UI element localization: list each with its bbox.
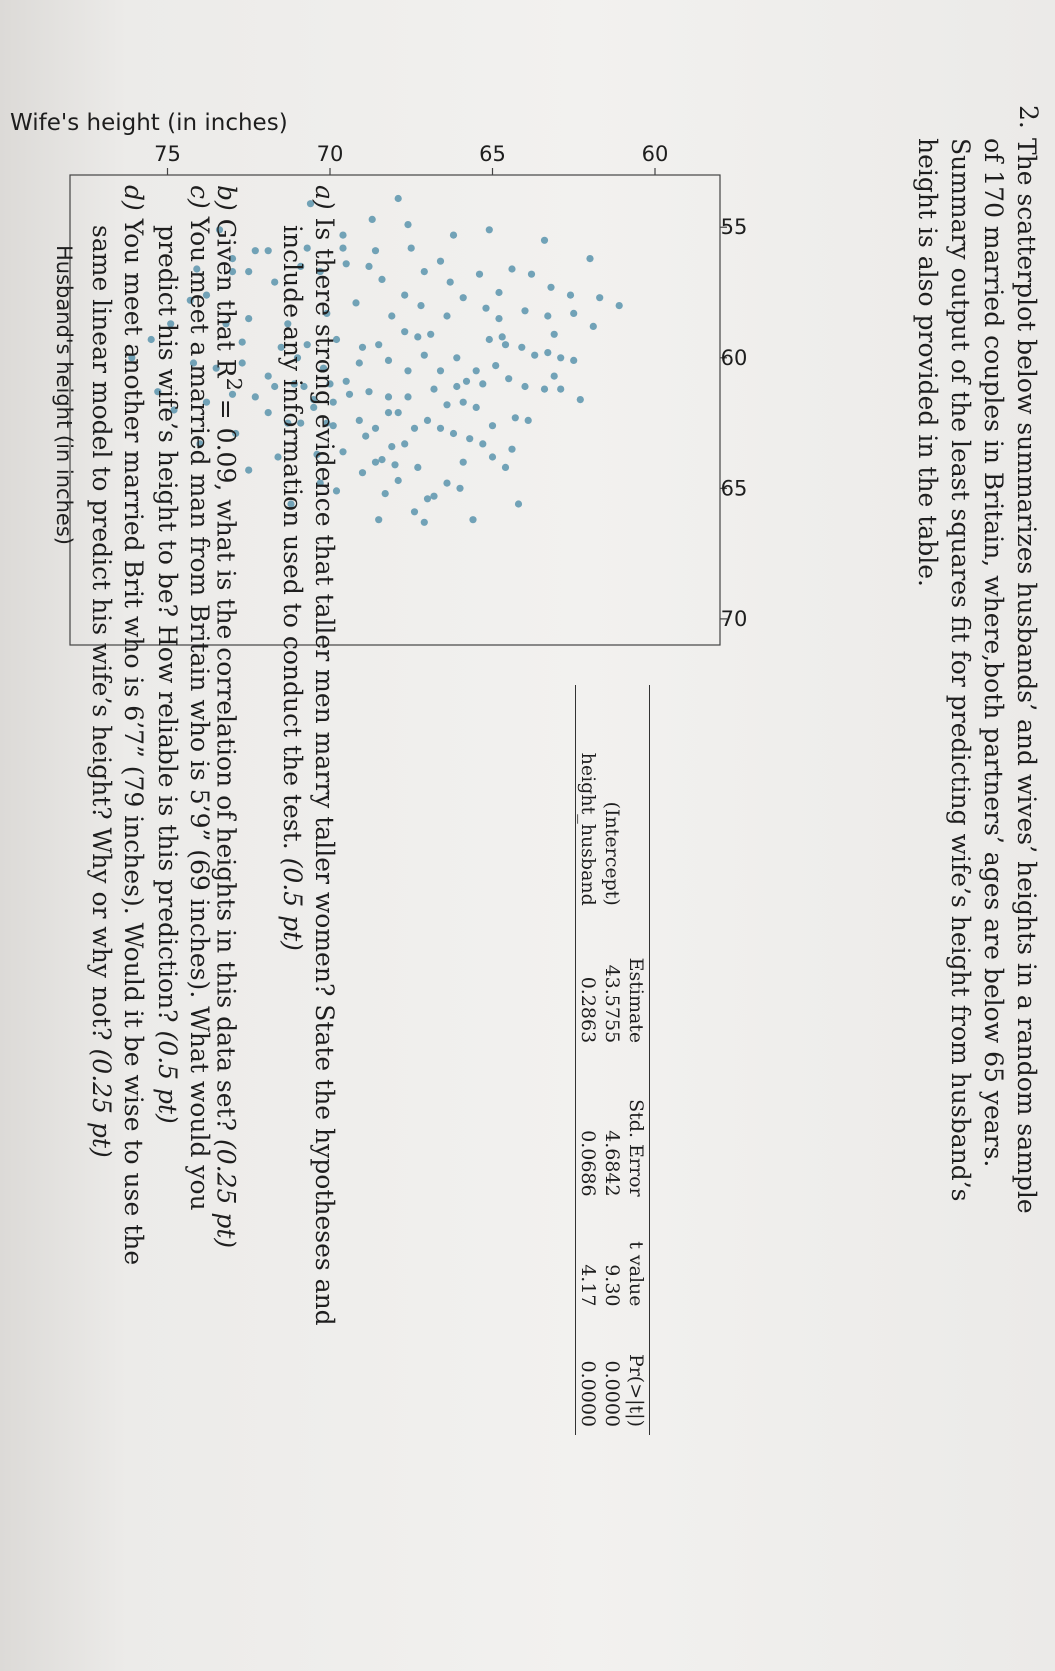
data-point — [414, 464, 421, 471]
table-header: t value — [625, 1241, 647, 1307]
data-point — [339, 448, 346, 455]
question-b — [210, 185, 250, 1248]
y-tick-label: 70 — [720, 606, 748, 631]
data-point — [424, 417, 431, 424]
data-point — [404, 393, 411, 400]
data-point — [512, 414, 519, 421]
data-point — [391, 461, 398, 468]
data-point — [414, 333, 421, 340]
data-point — [443, 480, 450, 487]
data-point — [495, 289, 502, 296]
data-point — [346, 391, 353, 398]
data-point — [544, 312, 551, 319]
intro-line: height is also provided in the table. — [913, 138, 942, 587]
data-point — [359, 344, 366, 351]
data-point — [430, 493, 437, 500]
data-point — [486, 226, 493, 233]
data-point — [557, 386, 564, 393]
x-tick-label: 60 — [641, 142, 669, 166]
data-point — [489, 422, 496, 429]
data-point — [427, 331, 434, 338]
question-letter: d) — [119, 185, 148, 211]
question-points: (0.25 pt) — [87, 1048, 116, 1158]
data-point — [388, 443, 395, 450]
data-point — [453, 383, 460, 390]
data-point — [343, 260, 350, 267]
intro-line: The scatterplot below summarizes husbands’ and wives’ heights in a random sample — [1012, 138, 1041, 1214]
data-point — [479, 380, 486, 387]
data-point — [375, 516, 382, 523]
data-point — [469, 516, 476, 523]
data-point — [518, 344, 525, 351]
data-point — [544, 349, 551, 356]
data-point — [492, 362, 499, 369]
intro-line: of 170 married couples in Britain, where,both partners’ ages are below 65 years. — [979, 138, 1008, 1168]
question-c-cont — [151, 225, 183, 1124]
data-point — [421, 352, 428, 359]
data-point — [417, 302, 424, 309]
table-cell: 0.0686 — [577, 1130, 599, 1197]
y-tick-label: 60 — [720, 345, 748, 370]
question-text: = 0.09, what is the correlation of heights in this data set? — [211, 390, 241, 1132]
data-point — [557, 354, 564, 361]
data-point — [339, 232, 346, 239]
data-point — [443, 401, 450, 408]
data-point — [541, 237, 548, 244]
x-tick-label: 65 — [479, 142, 506, 166]
question-text: predict his wife’s height to be? How reliable is this prediction? — [153, 225, 182, 1023]
table-row — [576, 685, 601, 1435]
data-point — [265, 409, 272, 416]
question-points: (0.5 pt) — [153, 1030, 182, 1124]
question-d-cont — [85, 225, 117, 1158]
data-point — [395, 477, 402, 484]
data-point — [541, 386, 548, 393]
problem-number: 2. — [1014, 105, 1043, 129]
question-c — [183, 185, 215, 1211]
question-a — [308, 185, 340, 1326]
question-d — [117, 185, 149, 1265]
data-point — [551, 373, 558, 380]
table-row — [600, 685, 624, 1435]
table-header: Estimate — [625, 957, 647, 1044]
data-point — [375, 341, 382, 348]
data-point — [430, 386, 437, 393]
data-point — [476, 271, 483, 278]
data-point — [437, 425, 444, 432]
data-point — [482, 305, 489, 312]
table-cell: 43.5755 — [601, 964, 623, 1044]
data-point — [525, 417, 532, 424]
data-point — [408, 245, 415, 252]
question-letter: a) — [310, 185, 339, 210]
data-point — [372, 459, 379, 466]
x-tick-label: 75 — [154, 142, 181, 166]
data-point — [385, 393, 392, 400]
data-point — [489, 453, 496, 460]
data-point — [577, 396, 584, 403]
question-text: You meet another married Brit who is 6’7” (79 inches). Would it be wise to use the — [119, 218, 148, 1266]
table-cell: 0.0000 — [601, 1360, 623, 1427]
data-point — [551, 331, 558, 338]
data-point — [362, 433, 369, 440]
data-point — [365, 388, 372, 395]
data-point — [385, 409, 392, 416]
question-text: include any information used to conduct the test. — [278, 225, 307, 850]
data-point — [616, 302, 623, 309]
data-point — [460, 294, 467, 301]
y-axis — [720, 215, 747, 631]
data-point — [339, 245, 346, 252]
data-point — [447, 279, 454, 286]
data-point — [567, 292, 574, 299]
question-text: Given that R — [211, 218, 241, 378]
data-point — [401, 440, 408, 447]
data-point — [356, 359, 363, 366]
data-point — [531, 352, 538, 359]
data-point — [404, 367, 411, 374]
data-point — [450, 232, 457, 239]
data-point — [521, 383, 528, 390]
data-point — [547, 284, 554, 291]
data-point — [365, 263, 372, 270]
question-a-cont — [276, 225, 308, 951]
data-point — [508, 446, 515, 453]
data-point — [495, 315, 502, 322]
data-point — [252, 393, 259, 400]
data-point — [359, 469, 366, 476]
data-point — [456, 485, 463, 492]
data-point — [502, 341, 509, 348]
y-tick-label: 65 — [720, 476, 748, 501]
y-tick-label: 55 — [720, 215, 748, 240]
x-axis — [154, 142, 668, 175]
data-point — [502, 464, 509, 471]
data-point — [437, 258, 444, 265]
question-points: (0.5 pt) — [278, 857, 307, 951]
data-point — [265, 247, 272, 254]
data-point — [596, 294, 603, 301]
intro-line: Summary output of the least squares fit for predicting wife’s height from husband’s — [946, 138, 975, 1202]
data-point — [378, 456, 385, 463]
question-text: Is there strong evidence that taller men marry taller women? State the hypotheses and — [310, 217, 339, 1326]
data-point — [505, 375, 512, 382]
question-letter: c) — [185, 185, 214, 209]
x-tick-label: 70 — [316, 142, 344, 166]
data-point — [369, 216, 376, 223]
data-point — [372, 425, 379, 432]
regression-table — [575, 685, 650, 1435]
data-point — [265, 373, 272, 380]
table-header: Std. Error — [625, 1099, 647, 1197]
y-axis-label: Wife's height (in inches) — [10, 110, 288, 136]
table-header — [624, 685, 650, 914]
data-point — [508, 265, 515, 272]
data-point — [382, 490, 389, 497]
data-point — [411, 508, 418, 515]
data-point — [473, 404, 480, 411]
data-point — [570, 357, 577, 364]
data-point — [385, 357, 392, 364]
table-cell: 9.30 — [601, 1264, 623, 1307]
data-point — [401, 292, 408, 299]
table-cell: height_husband — [577, 752, 599, 906]
data-point — [404, 221, 411, 228]
data-point — [570, 310, 577, 317]
table-cell: 4.6842 — [601, 1130, 623, 1197]
data-point — [450, 430, 457, 437]
data-point — [460, 459, 467, 466]
data-point — [421, 268, 428, 275]
x-axis-label: Husband's height (in inches) — [52, 245, 76, 545]
data-point — [499, 333, 506, 340]
table-header: Pr(>|t|) — [625, 1353, 647, 1427]
data-point — [252, 247, 259, 254]
data-point — [343, 378, 350, 385]
question-text: same linear model to predict his wife’s height? Why or why not? — [87, 225, 116, 1041]
data-point — [521, 307, 528, 314]
data-point — [466, 435, 473, 442]
data-point — [372, 247, 379, 254]
data-point — [443, 312, 450, 319]
data-point — [352, 299, 359, 306]
superscript: 2 — [222, 377, 246, 391]
data-point — [515, 500, 522, 507]
question-points: (0.25 pt) — [211, 1138, 241, 1249]
data-point — [395, 409, 402, 416]
data-point — [460, 399, 467, 406]
data-point — [528, 271, 535, 278]
data-point — [395, 195, 402, 202]
table-cell: 0.0000 — [577, 1360, 599, 1427]
data-point — [473, 367, 480, 374]
data-point — [437, 367, 444, 374]
question-text: You meet a married man from Britain who is 5’9” (69 inches). What would you — [185, 216, 214, 1211]
data-point — [411, 425, 418, 432]
data-point — [590, 323, 597, 330]
data-point — [486, 336, 493, 343]
data-point — [479, 440, 486, 447]
question-letter: b) — [211, 185, 241, 211]
data-point — [586, 255, 593, 262]
data-point — [424, 495, 431, 502]
data-point — [401, 328, 408, 335]
data-point — [421, 519, 428, 526]
table-cell: 4.17 — [577, 1264, 599, 1307]
data-point — [463, 378, 470, 385]
table-cell: (Intercept) — [601, 801, 623, 906]
table-cell: 0.2863 — [577, 976, 599, 1044]
data-point — [378, 276, 385, 283]
data-point — [356, 417, 363, 424]
data-point — [388, 312, 395, 319]
table-header-row — [624, 685, 650, 1435]
data-point — [453, 354, 460, 361]
